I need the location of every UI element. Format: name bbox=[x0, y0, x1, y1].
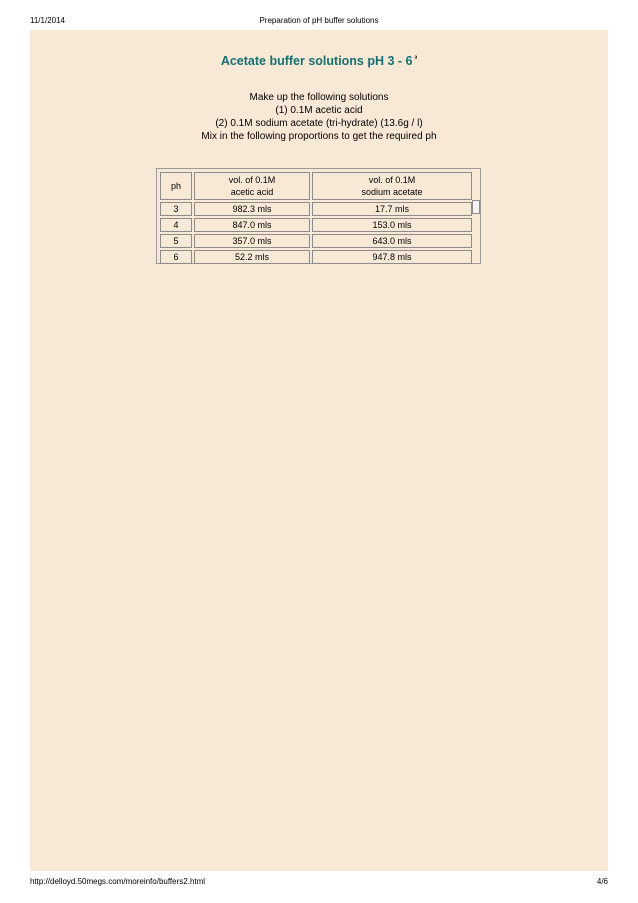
print-header bbox=[30, 16, 608, 30]
footnote-marker: ³ bbox=[414, 54, 418, 63]
cell-acid: 357.0 mls bbox=[194, 234, 310, 248]
header-acid-line: acetic acid bbox=[230, 187, 274, 197]
cell-acid: 847.0 mls bbox=[194, 218, 310, 232]
instruction-line: (2) 0.1M sodium acetate (tri-hydrate) (13.6g / l) bbox=[215, 118, 423, 129]
document-page bbox=[30, 30, 608, 871]
page-title-text: Acetate buffer solutions pH 3 - 6 bbox=[220, 54, 413, 68]
cell-acetate: 17.7 mls bbox=[312, 202, 472, 216]
header-ph-label: ph bbox=[170, 181, 181, 191]
table-row bbox=[160, 218, 472, 232]
cell-ph: 5 bbox=[160, 234, 192, 248]
cell-acid: 52.2 mls bbox=[194, 250, 310, 264]
table-row bbox=[160, 202, 472, 216]
print-title: Preparation of pH buffer solutions bbox=[259, 16, 379, 25]
header-acetic-acid bbox=[194, 172, 310, 200]
table-header-row bbox=[160, 172, 472, 200]
cell-ph: 6 bbox=[160, 250, 192, 264]
header-acetate-line: sodium acetate bbox=[361, 187, 423, 197]
header-acid-line: vol. of 0.1M bbox=[228, 175, 276, 185]
instructions bbox=[30, 91, 608, 143]
cell-acetate: 153.0 mls bbox=[312, 218, 472, 232]
scrollbar-thumb[interactable] bbox=[472, 200, 480, 214]
print-footer bbox=[30, 877, 608, 891]
header-ph bbox=[160, 172, 192, 200]
buffer-table bbox=[158, 170, 474, 266]
cell-acid: 982.3 mls bbox=[194, 202, 310, 216]
instruction-line: Mix in the following proportions to get the required ph bbox=[201, 131, 437, 142]
page-number: 4/6 bbox=[596, 877, 608, 886]
cell-acetate: 643.0 mls bbox=[312, 234, 472, 248]
buffer-table-frame bbox=[156, 168, 481, 264]
header-sodium-acetate bbox=[312, 172, 472, 200]
print-url: http://delloyd.50megs.com/moreinfo/buffers2.html bbox=[30, 877, 206, 886]
instruction-line: Make up the following solutions bbox=[249, 92, 389, 103]
print-date: 11/1/2014 bbox=[30, 16, 65, 25]
cell-acetate: 947.8 mls bbox=[312, 250, 472, 264]
instruction-line: (1) 0.1M acetic acid bbox=[275, 105, 363, 116]
cell-ph: 3 bbox=[160, 202, 192, 216]
header-acetate-line: vol. of 0.1M bbox=[368, 175, 416, 185]
page-title bbox=[30, 54, 608, 68]
table-row bbox=[160, 234, 472, 248]
cell-ph: 4 bbox=[160, 218, 192, 232]
table-row bbox=[160, 250, 472, 264]
